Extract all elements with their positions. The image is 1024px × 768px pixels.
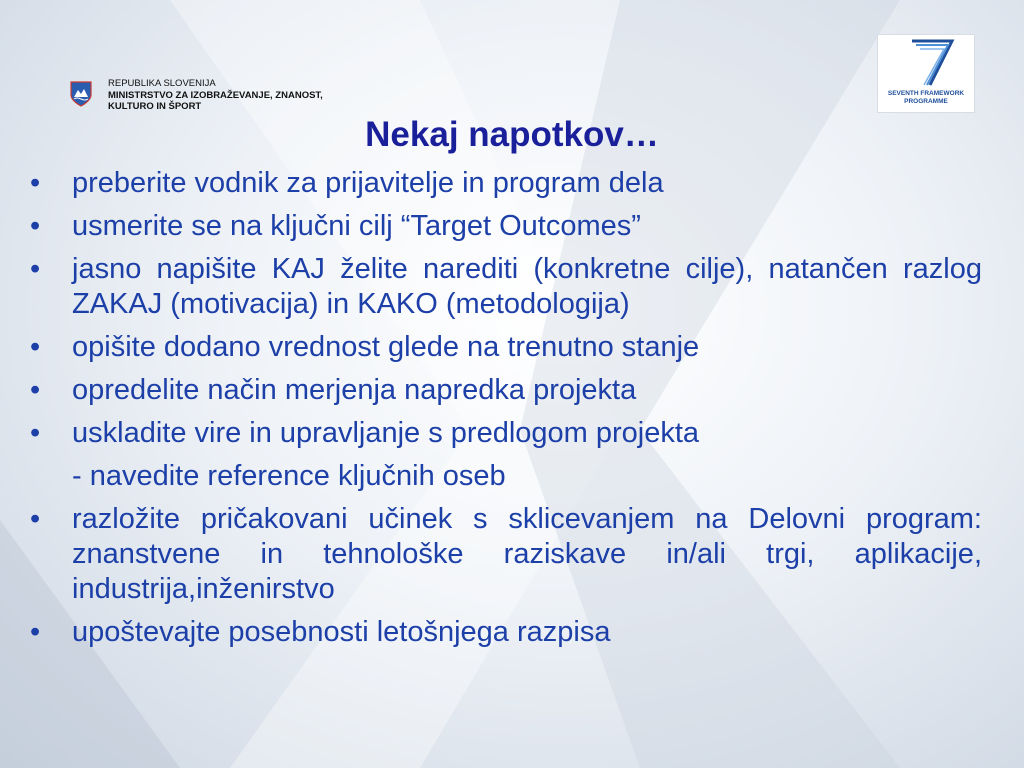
sub-item-text: - navedite reference ključnih oseb [72, 460, 506, 492]
bullet-marker: • [30, 503, 41, 535]
bullet-marker: • [30, 210, 41, 242]
fp7-caption [878, 90, 974, 105]
ministry-header [70, 78, 370, 116]
list-item [30, 502, 982, 607]
bullet-list [30, 166, 982, 658]
bullet-marker: • [30, 374, 41, 406]
list-item [30, 615, 982, 650]
ministry-line-1: REPUBLIKA SLOVENIJA [108, 78, 216, 89]
list-item-text: uskladite vire in upravljanje s predlogom projekta [72, 417, 700, 449]
list-item-text: upoštevajte posebnosti letošnjega razpisa [72, 616, 611, 648]
list-item [30, 209, 982, 244]
list-item [30, 373, 982, 408]
sub-item [30, 459, 982, 494]
slovenia-crest-icon [70, 81, 92, 107]
bullet-marker: • [30, 167, 41, 199]
list-item [30, 330, 982, 365]
bullet-marker: • [30, 253, 41, 285]
fp7-logo [877, 34, 975, 113]
ministry-text [108, 78, 323, 113]
fp7-line-1: SEVENTH FRAMEWORK [887, 90, 965, 97]
list-item-text: jasno napišite KAJ želite narediti (konkretne cilje), natančen razlog ZAKAJ (motivacija) in KAKO (metodologija) [72, 253, 982, 320]
fp7-seven-icon [878, 35, 974, 91]
list-item [30, 166, 982, 201]
bullet-marker: • [30, 331, 41, 363]
list-item-text: usmerite se na ključni cilj “Target Outcomes” [72, 210, 641, 242]
bullet-marker: • [30, 616, 41, 648]
slide-title: Nekaj napotkov… [365, 115, 659, 154]
fp7-line-2: PROGRAMME [904, 97, 948, 105]
bullet-marker: • [30, 417, 41, 449]
list-item [30, 252, 982, 322]
list-item-text: preberite vodnik za prijavitelje in program dela [72, 167, 664, 199]
list-item [30, 416, 982, 451]
list-item-text: razložite pričakovani učinek s sklicevanjem na Delovni program: znanstvene in tehnološke raziskave in/ali trgi, aplikacije, industrija,inženirstvo [72, 503, 982, 605]
list-item-text: opredelite način merjenja napredka projekta [72, 374, 637, 406]
ministry-line-3: KULTURO IN ŠPORT [108, 101, 202, 112]
ministry-line-2: MINISTRSTVO ZA IZOBRAŽEVANJE, ZNANOST, [108, 89, 323, 101]
list-item-text: opišite dodano vrednost glede na trenutno stanje [72, 331, 700, 363]
